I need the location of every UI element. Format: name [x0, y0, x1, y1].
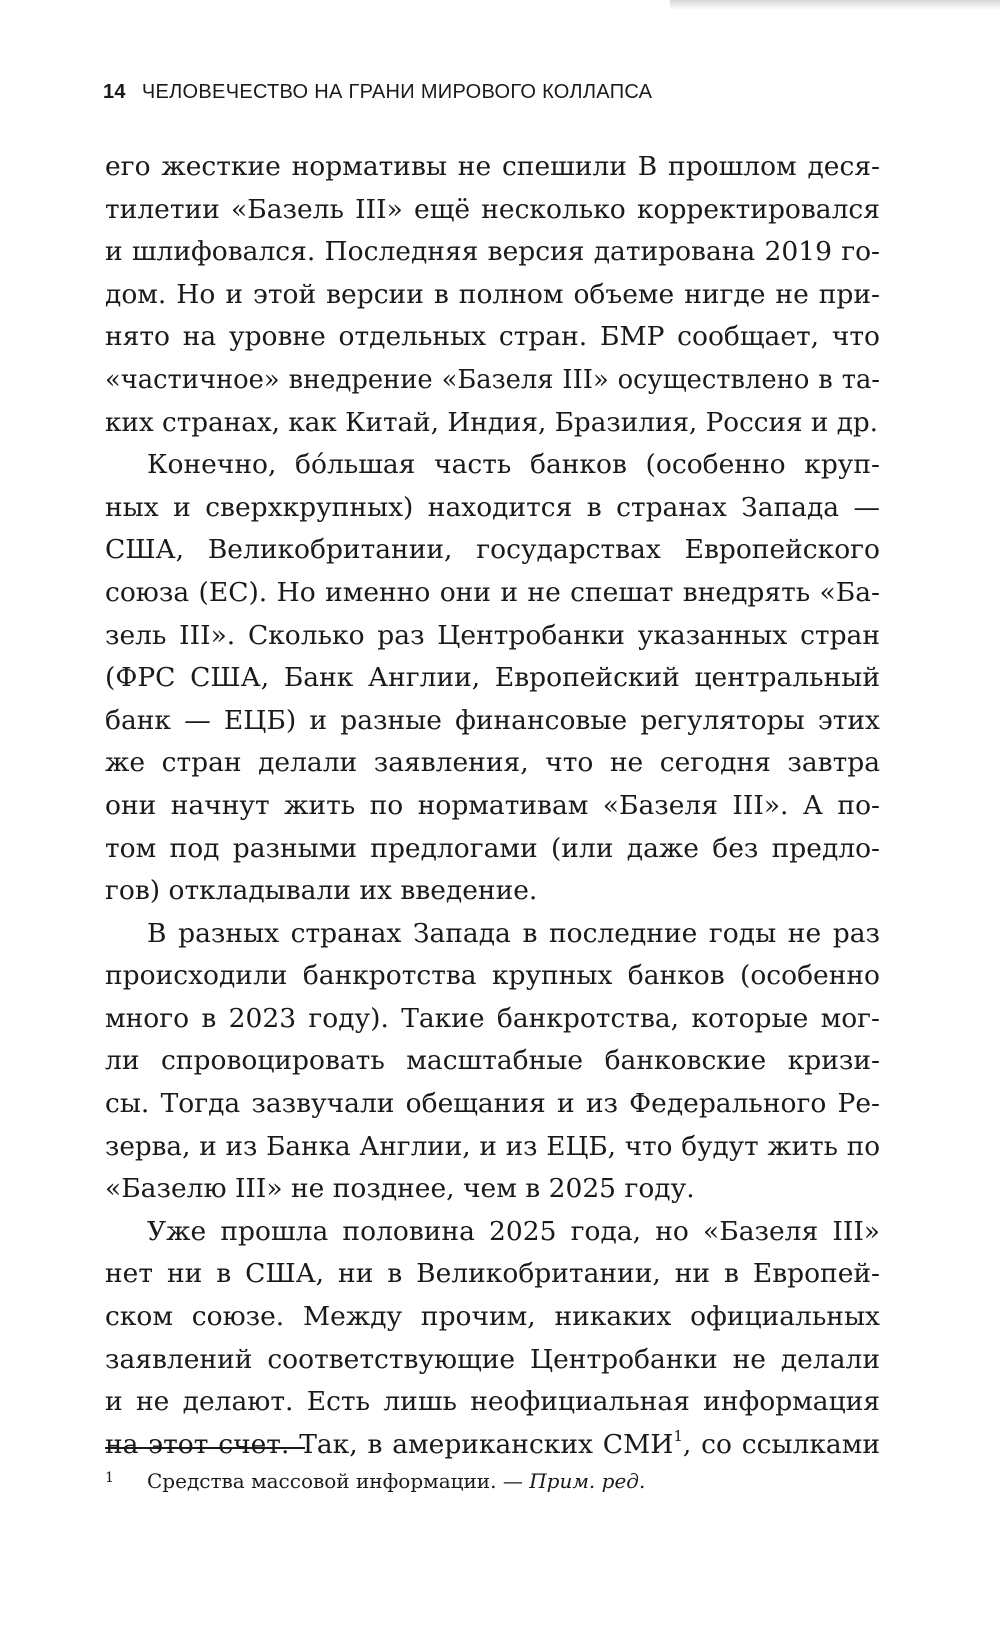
text-line: заявлений соответствующие Центробанки не делали: [105, 1343, 880, 1375]
text-line: (ФРС США, Банк Англии, Европейский центральный: [105, 662, 880, 694]
text-line: «Базелю III» не позднее, чем в 2025 году.: [105, 1173, 695, 1205]
text-line: нято на уровне отдельных стран. БМР сообщает, что: [105, 321, 880, 353]
text-line: ли спровоцировать масштабные банковские кризи-: [105, 1045, 880, 1077]
text-line: сы. Тогда зазвучали обещания и из Федерального Ре-: [105, 1088, 880, 1120]
text-line: происходили банкротства крупных банков (особенно: [105, 960, 880, 992]
text-line: Уже прошла половина 2025 года, но «Базеля III»: [147, 1215, 880, 1247]
text-line: много в 2023 году). Такие банкротства, которые мог-: [105, 1002, 880, 1034]
paragraph-2: [105, 444, 880, 913]
text-line: США, Великобритании, государствах Европейского: [105, 534, 880, 566]
text-line: гов) откладывали их введение.: [105, 875, 538, 907]
text-line: В разных странах Запада в последние годы не раз: [147, 917, 880, 949]
text-line: и шлифовался. Последняя версия датирована 2019 го-: [105, 236, 880, 268]
text-line: его жесткие нормативы не спешили В прошлом деся-: [105, 151, 880, 182]
footnote-editor-note: Прим. ред.: [529, 1469, 646, 1493]
text-fragment: на этот счет. Так, в американских СМИ: [105, 1428, 674, 1460]
text-line: зерва, и из Банка Англии, и из ЕЦБ, что будут жить по: [105, 1131, 880, 1162]
text-line: ных и сверхкрупных) находится в странах Запада —: [105, 491, 880, 523]
text-line: союза (ЕС). Но именно они и не спешат внедрять «Ба-: [105, 576, 880, 608]
text-line: и не делают. Есть лишь неофициальная информация: [105, 1386, 880, 1418]
running-head-title: ЧЕЛОВЕЧЕСТВО НА ГРАНИ МИРОВОГО КОЛЛАПСА: [141, 81, 653, 103]
text-line: «частичное» внедрение «Базеля III» осуществлено в та-: [105, 364, 880, 395]
page-edge-shadow: [670, 0, 1000, 10]
footnote-reference: 1: [673, 1426, 683, 1445]
body-text: [105, 146, 880, 1466]
running-head: [103, 78, 903, 106]
paragraph-1: [105, 146, 880, 444]
text-line: же стран делали заявления, что не сегодня завтра: [105, 747, 880, 779]
footnote-mark: 1: [105, 1470, 114, 1486]
text-fragment: , со ссылками: [682, 1428, 881, 1460]
text-line: Конечно, бо́льшая часть банков (особенно круп-: [147, 449, 880, 481]
text-line: ких странах, как Китай, Индия, Бразилия, Россия и др.: [105, 407, 879, 438]
footnote-separator: [105, 1447, 305, 1449]
text-line: банк — ЕЦБ) и разные финансовые регуляторы этих: [105, 704, 880, 736]
text-line: они начнут жить по нормативам «Базеля III». А по-: [105, 789, 880, 821]
text-line: том под разными предлогами (или даже без предло-: [105, 832, 880, 864]
text-line: зель III». Сколько раз Центробанки указанных стран: [105, 619, 880, 651]
paragraph-3: [105, 913, 880, 1211]
text-line: нет ни в США, ни в Великобритании, ни в Европей-: [105, 1258, 880, 1290]
text-line: дом. Но и этой версии в полном объеме нигде не при-: [105, 278, 880, 310]
footnote-text: Средства массовой информации. —: [147, 1469, 530, 1493]
text-line-with-footnote-ref: [105, 1424, 880, 1467]
footnote: [105, 1463, 880, 1496]
page-number: 14: [103, 81, 126, 103]
paragraph-4: [105, 1211, 880, 1467]
text-line: тилетии «Базель III» ещё несколько корректировался: [105, 193, 880, 225]
text-line: ском союзе. Между прочим, никаких официальных: [105, 1301, 880, 1333]
